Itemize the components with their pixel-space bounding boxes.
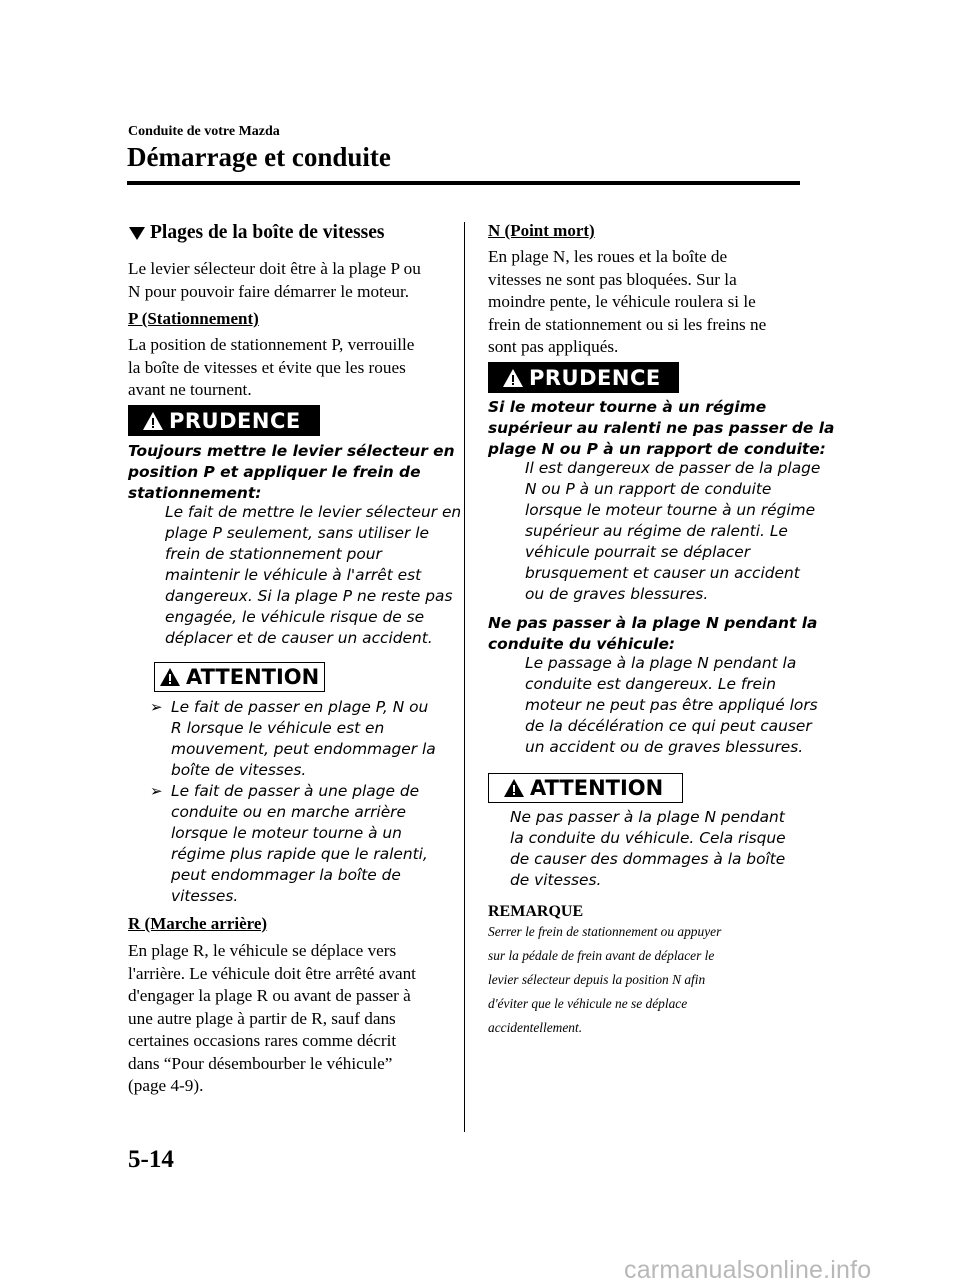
list-item: ➢ Le fait de passer en plage P, N ou R lorsque le véhicule est en mouvement, peut endommager la boîte de vitesses.: [150, 698, 436, 779]
warning-icon: [159, 667, 181, 687]
arrow-bullet-icon: ➢: [150, 698, 163, 716]
list-item: ➢ Le fait de passer à une plage de conduite ou en marche arrière lorsque le moteur tourne à un régime plus rapide que le ralenti, peut endommager la boîte de vitesses.: [150, 782, 428, 905]
attention-list: [150, 697, 450, 907]
attention-badge: [488, 773, 683, 803]
remarque-text: Serrer le frein de stationnement ou appuyer sur la pédale de frein avant de déplacer le levier sélecteur depuis la position N afin d'éviter que le véhicule ne se déplace accidentellement.: [488, 924, 722, 1035]
prudence-text: Le passage à la plage N pendant la conduite est dangereux. Le frein moteur ne peut pas être appliqué lors de la décélération ce qui peut causer un accident ou de graves blessures.: [525, 654, 818, 756]
prudence-badge: [128, 405, 320, 436]
column-divider: [464, 222, 465, 1132]
triangle-down-icon: [129, 227, 145, 240]
r-subheading: R (Marche arrière): [128, 914, 268, 933]
r-paragraph: En plage R, le véhicule se déplace vers l'arrière. Le véhicule doit être arrêté avant d'engager la plage R ou avant de passer à une autre plage à partir de R, sauf dans certaines occasions rares comme décrit dans “Pour désembourber le véhicule” (page 4-9).: [128, 941, 416, 1095]
section-heading: [128, 222, 385, 244]
warning-icon: [502, 368, 524, 388]
intro-paragraph: Le levier sélecteur doit être à la plage P ou N pour pouvoir faire démarrer le moteur.: [128, 259, 421, 301]
attention-text: Ne pas passer à la plage N pendant la conduite du véhicule. Cela risque de causer des dommages à la boîte de vitesses.: [510, 808, 786, 889]
prudence-label: PRUDENCE: [529, 365, 661, 390]
watermark: carmanualsonline.info: [624, 1256, 872, 1284]
section-label: Conduite de votre Mazda: [128, 124, 280, 139]
n-subheading: N (Point mort): [488, 221, 595, 240]
page-number: 5-14: [128, 1146, 174, 1173]
prudence-text: Le fait de mettre le levier sélecteur en plage P seulement, sans utiliser le frein de stationnement pour maintenir le véhicule à l'arrêt est dangereux. Si la plage P ne reste pas engagée, le véhicule risque de se déplacer et de causer un accident.: [165, 503, 462, 647]
prudence-label: PRUDENCE: [169, 408, 301, 433]
attention-badge: [154, 662, 325, 692]
arrow-bullet-icon: ➢: [150, 782, 163, 800]
header-rule: [127, 181, 800, 185]
page-title: Démarrage et conduite: [127, 142, 391, 172]
prudence-heading: Toujours mettre le levier sélecteur en position P et appliquer le frein de stationnement:: [128, 442, 455, 502]
remarque-heading: REMARQUE: [488, 903, 584, 920]
n-paragraph: En plage N, les roues et la boîte de vitesses ne sont pas bloquées. Sur la moindre pente, le véhicule roulera si le frein de stationnement ou si les freins ne sont pas appliqués.: [488, 247, 767, 356]
prudence-heading: Ne pas passer à la plage N pendant la conduite du véhicule:: [488, 614, 818, 653]
p-subheading: P (Stationnement): [128, 309, 259, 328]
prudence-text: Il est dangereux de passer de la plage N ou P à un rapport de conduite lorsque le moteur tourne à un régime supérieur au régime de ralenti. Le véhicule pourrait se déplacer brusquement et causer un accident ou de graves blessures.: [525, 459, 821, 603]
prudence-badge: [488, 362, 679, 393]
warning-icon: [503, 778, 525, 798]
prudence-heading: Si le moteur tourne à un régime supérieur au ralenti ne pas passer de la plage N ou P à un rapport de conduite:: [488, 398, 835, 458]
warning-icon: [142, 411, 164, 431]
attention-label: ATTENTION: [530, 776, 664, 800]
p-paragraph: La position de stationnement P, verrouille la boîte de vitesses et évite que les roues avant ne tournent.: [128, 335, 415, 399]
section-heading-text: Plages de la boîte de vitesses: [150, 222, 385, 243]
attention-label: ATTENTION: [186, 665, 320, 689]
